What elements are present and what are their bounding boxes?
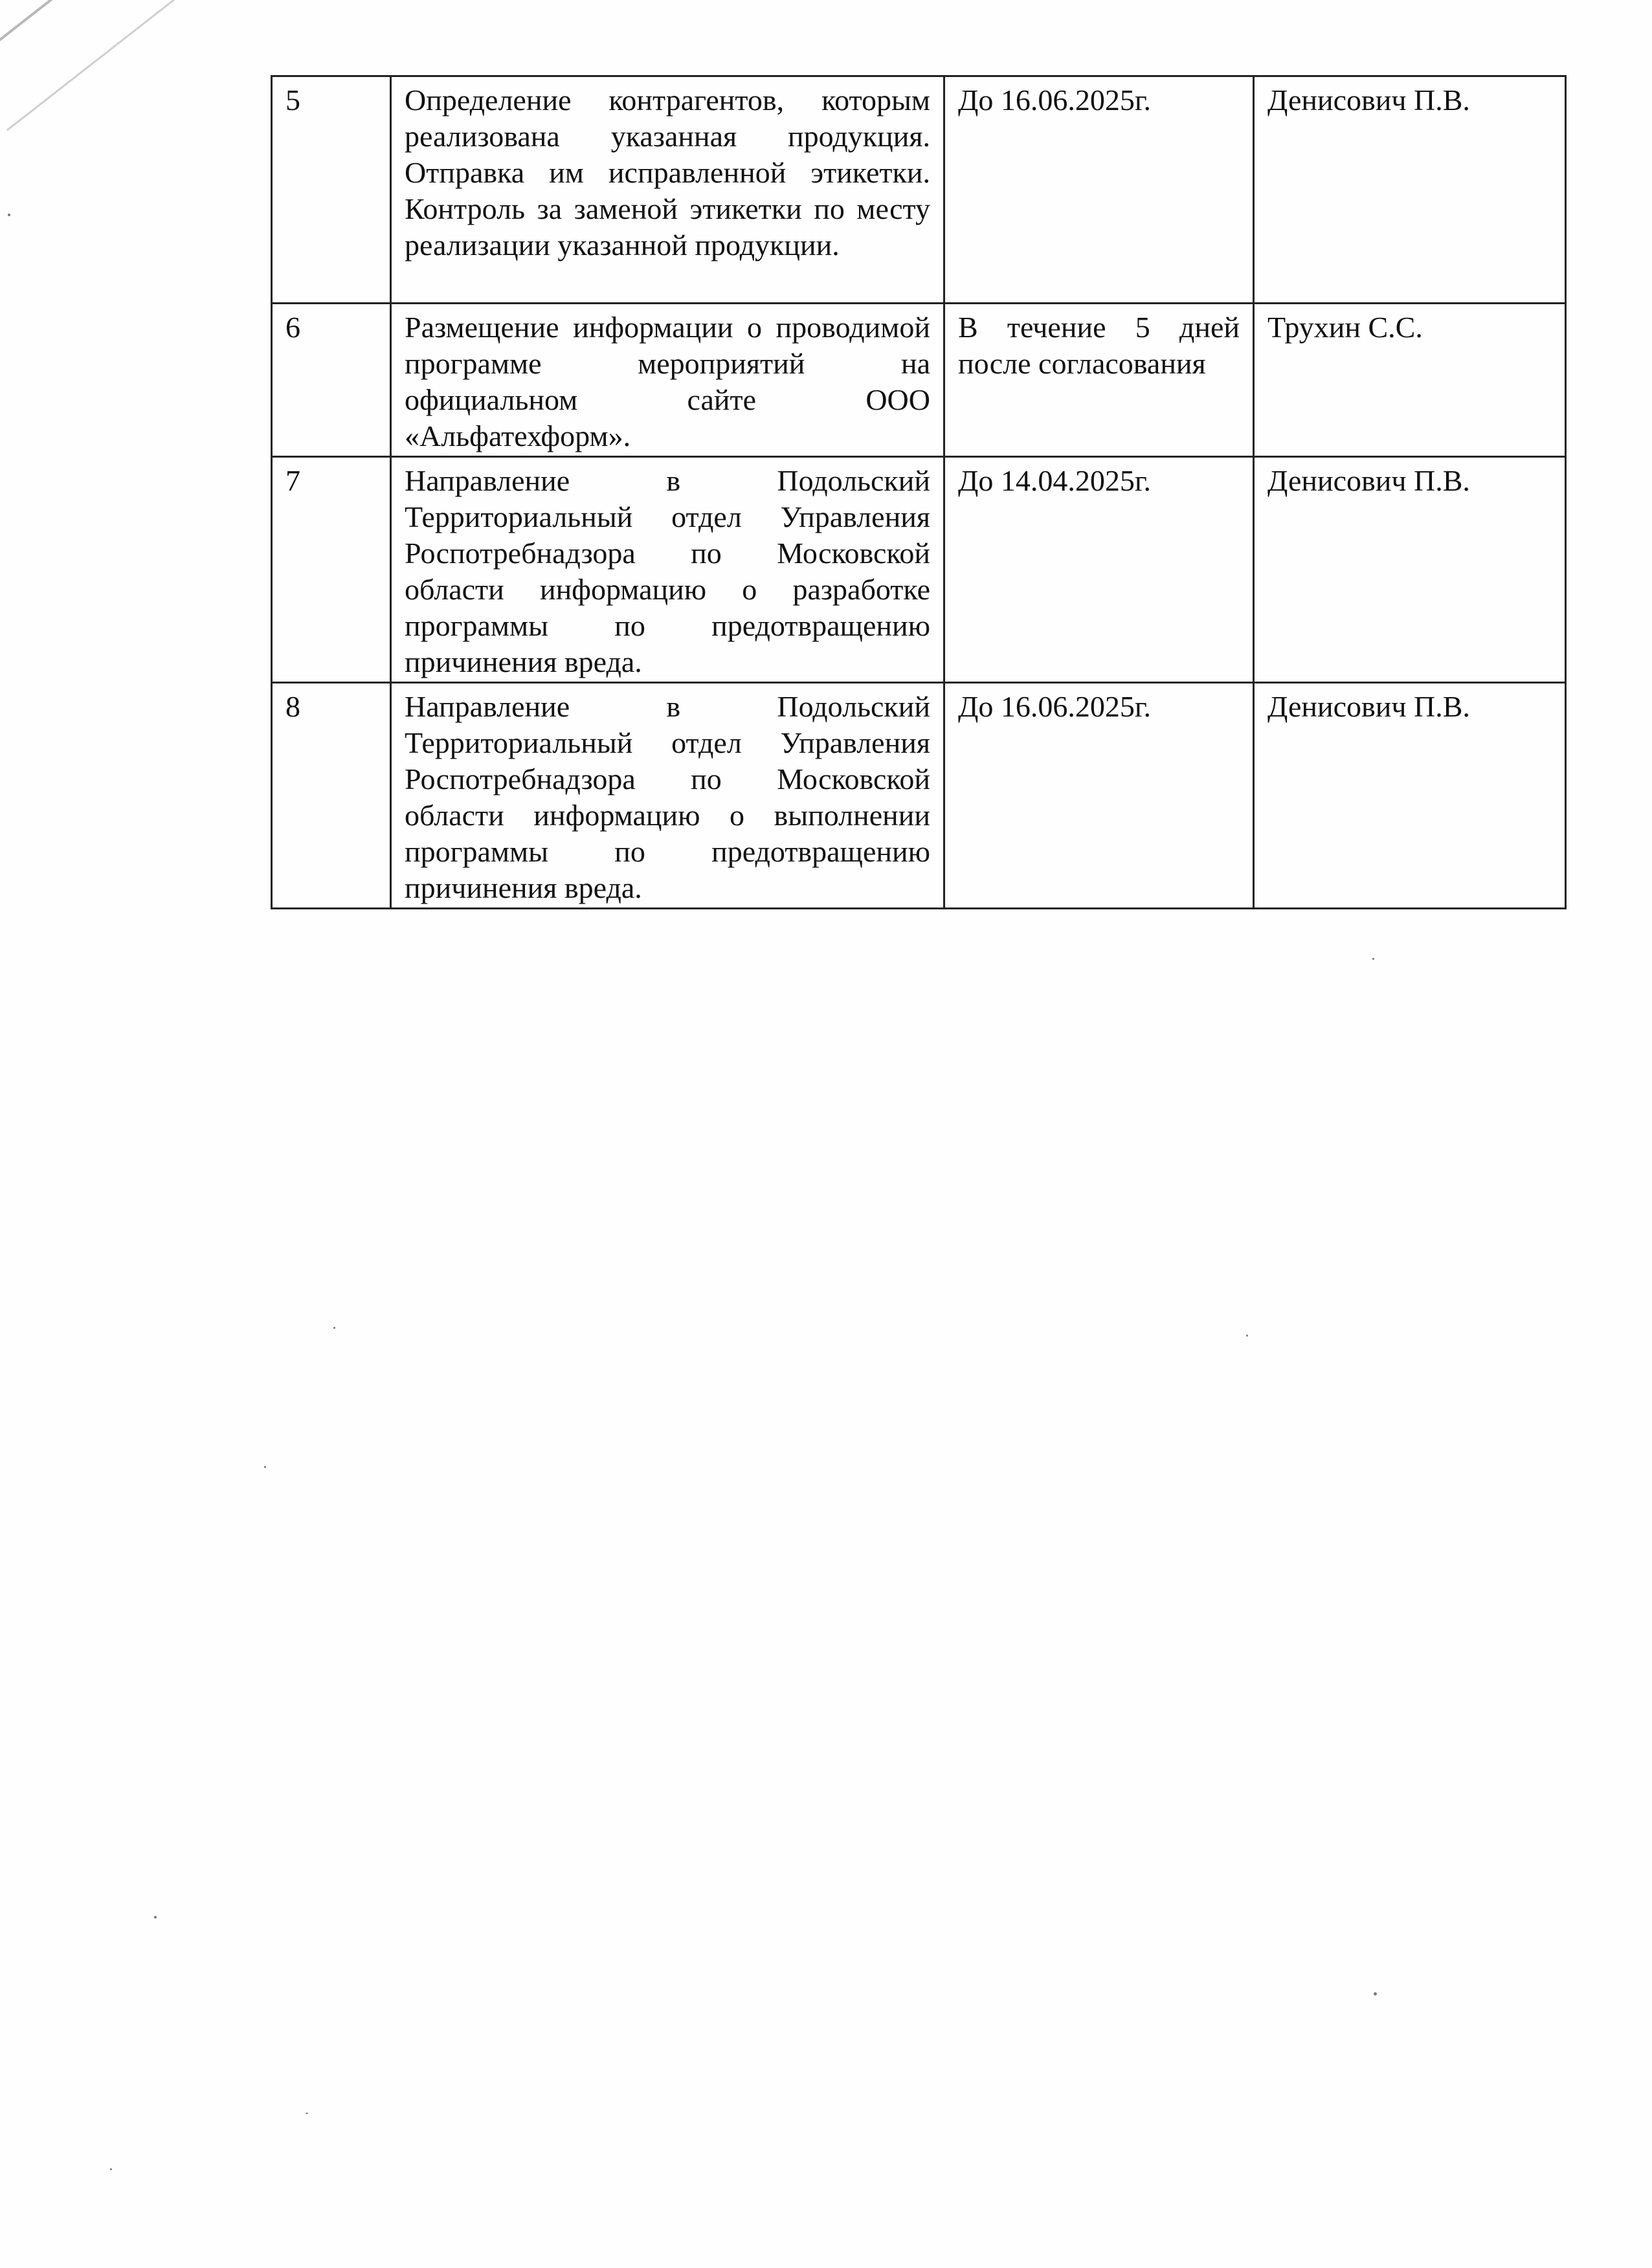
table-row bbox=[272, 683, 1566, 909]
deadline: В течение 5 дней после согласования bbox=[944, 304, 1254, 457]
scan-speck bbox=[1372, 958, 1374, 960]
deadline: До 16.06.2025г. bbox=[944, 76, 1254, 304]
scan-corner-fold bbox=[0, 0, 214, 149]
measure-description: Определение контрагентов, которым реализована указанная продукция. Отправка им исправленной этикетки. Контроль за заменой этикетки по месту реализации указанной продукции. bbox=[391, 76, 944, 304]
table-row bbox=[272, 76, 1566, 304]
responsible-person: Денисович П.В. bbox=[1254, 683, 1566, 909]
row-number: 8 bbox=[272, 683, 391, 909]
scan-speck bbox=[110, 2168, 112, 2170]
scan-speck bbox=[1246, 1335, 1248, 1337]
responsible-person: Трухин С.С. bbox=[1254, 304, 1566, 457]
responsible-person: Денисович П.В. bbox=[1254, 457, 1566, 683]
table-row bbox=[272, 457, 1566, 683]
row-number: 5 bbox=[272, 76, 391, 304]
fold-line bbox=[6, 0, 176, 131]
scan-speck bbox=[8, 214, 10, 216]
row-number: 6 bbox=[272, 304, 391, 457]
scan-speck bbox=[264, 1466, 266, 1468]
measures-table bbox=[271, 75, 1567, 909]
measure-description: Направление в Подольский Территориальный отдел Управления Роспотребнадзора по Московской области информацию о выполнении программы по предотвращению причинения вреда. bbox=[391, 683, 944, 909]
scan-speck bbox=[1374, 1992, 1377, 1996]
scan-speck bbox=[154, 1916, 157, 1918]
measure-description: Направление в Подольский Территориальный отдел Управления Роспотребнадзора по Московской области информацию о разработке программы по предотвращению причинения вреда. bbox=[391, 457, 944, 683]
deadline: До 14.04.2025г. bbox=[944, 457, 1254, 683]
deadline: До 16.06.2025г. bbox=[944, 683, 1254, 909]
table-row bbox=[272, 304, 1566, 457]
row-number: 7 bbox=[272, 457, 391, 683]
measure-description: Размещение информации о проводимой программе мероприятий на официальном сайте ООО «Альфатехформ». bbox=[391, 304, 944, 457]
responsible-person: Денисович П.В. bbox=[1254, 76, 1566, 304]
scan-speck bbox=[306, 2113, 308, 2114]
scan-speck bbox=[333, 1327, 335, 1329]
